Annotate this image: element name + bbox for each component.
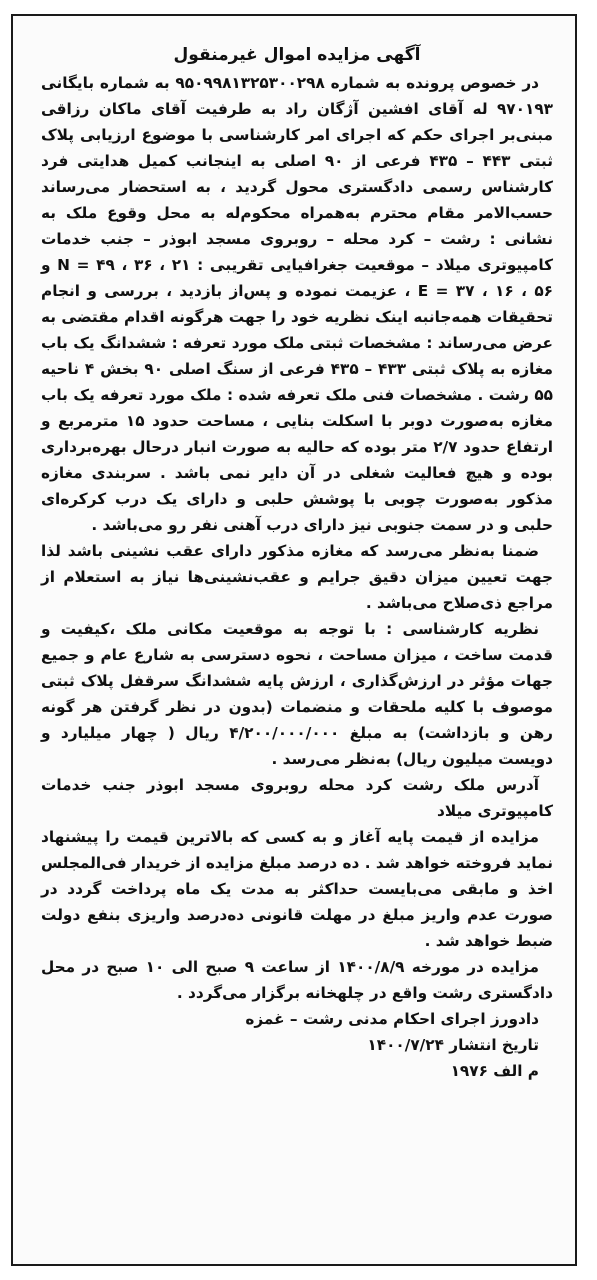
notice-title: آگهی مزایده اموال غیرمنقول [173, 45, 421, 65]
notice-frame [11, 14, 577, 1266]
notice-code: م الف ۱۹۷۶ [450, 1062, 539, 1080]
notice-paragraph-case: در خصوص پرونده به شماره ۹۵۰۹۹۸۱۳۲۵۳۰۰۲۹۸ به شماره بایگانی ۹۷۰۱۹۳ له آقای افشین آژگان راد به طرفیت آقای ماکان رزاقی مبنی‌بر اجرای حکم که اجرای امر کارشناسی با موضوع ارزیابی پلاک ثبتی ۴۴۳ – ۴۳۵ فرعی از ۹۰ اصلی به اینجانب کمیل هدایتی فرد کارشناس رسمی دادگستری محول گردید ، به استحضار می‌رساند حسب‌الامر مقام محترم به‌همراه محکوم‌له به محل وقوع ملک به نشانی : رشت – کرد محله – روبروی مسجد ابوذر – جنب خدمات کامپیوتری میلاد – موقعیت جغرافیایی تقریبی : ۲۱ ، ۳۶ ، ۴۹ = N و ۵۶ ، ۱۶ ، ۳۷ = E ، عزیمت نموده و پس‌از بازدید ، بررسی و انجام تحقیقات همه‌جانبه اینک نظریه خود را جهت هرگونه اقدام مقتضی به عرض می‌رساند : مشخصات ثبتی ملک مورد تعرفه : ششدانگ یک باب مغازه به پلاک ثبتی ۴۳۳ – ۴۳۵ فرعی از سنگ اصلی ۹۰ بخش ۴ ناحیه ۵۵ رشت . مشخصات فنی ملک تعرفه شده : ملک مورد تعرفه یک باب مغازه به‌صورت دوبر با اسکلت بنایی ، مساحت حدود ۱۵ مترمربع و ارتفاع حدود ۲/۷ متر بوده که حالیه به صورت انبار درحال بهره‌برداری بوده و هیچ فعالیت شغلی در آن دایر نمی باشد . سربندی مغازه مذکور به‌صورت چوبی با پوشش حلبی و دارای یک درب کرکره‌ای حلبی و در سمت جنوبی نیز دارای درب آهنی نفر رو می‌باشد . [41, 74, 554, 534]
publish-date: تاریخ انتشار ۱۴۰۰/۷/۲۴ [367, 1036, 539, 1054]
notice-paragraph-setback: ضمنا به‌نظر می‌رسد که مغازه مذکور دارای عقب نشینی باشد لذا جهت تعیین میزان دقیق جرایم و عقب‌نشینی‌ها نیاز به استعلام از مراجع ذی‌صلاح می‌باشد . [41, 542, 553, 612]
notice-paragraph-opinion: نظریه کارشناسی : با توجه به موقعیت مکانی ملک ،کیفیت و قدمت ساخت ، میزان مساحت ، نحوه دسترسی به شارع عام و جمیع جهات مؤثر در ارزش‌گذاری ، ارزش پایه ششدانگ سرقفل پلاک ثبتی موصوف با کلیه ملحقات و منضمات (بدون در نظر گرفتن هر گونه رهن و بازداشت) به مبلغ ۴/۲۰۰/۰۰۰/۰۰۰ ریال ( چهار میلیارد و دویست میلیون ریال) به‌نظر می‌رسد . [41, 620, 553, 768]
notice-paragraph-auction-terms: مزایده از قیمت پایه آغاز و به کسی که بالاترین قیمت را پیشنهاد نماید فروخته خواهد شد . ده درصد مبلغ مزایده از خریدار فی‌المجلس اخذ و مابقی می‌بایست حداکثر به مدت یک ماه پرداخت گردد در صورت عدم واریز مبلغ در مهلت قانونی ده‌درصد واریزی بنفع دولت ضبط خواهد شد . [41, 828, 553, 950]
signature-line: دادورز اجرای احکام مدنی رشت – غمزه [245, 1010, 539, 1028]
notice-paragraph-auction-date: مزایده در مورخه ۱۴۰۰/۸/۹ از ساعت ۹ صبح الی ۱۰ صبح در محل دادگستری رشت واقع در چلهخانه برگزار می‌گردد . [41, 958, 553, 1002]
notice-body [13, 16, 575, 1084]
notice-paragraph-address: آدرس ملک رشت کرد محله روبروی مسجد ابوذر جنب خدمات کامپیوتری میلاد [41, 776, 553, 820]
